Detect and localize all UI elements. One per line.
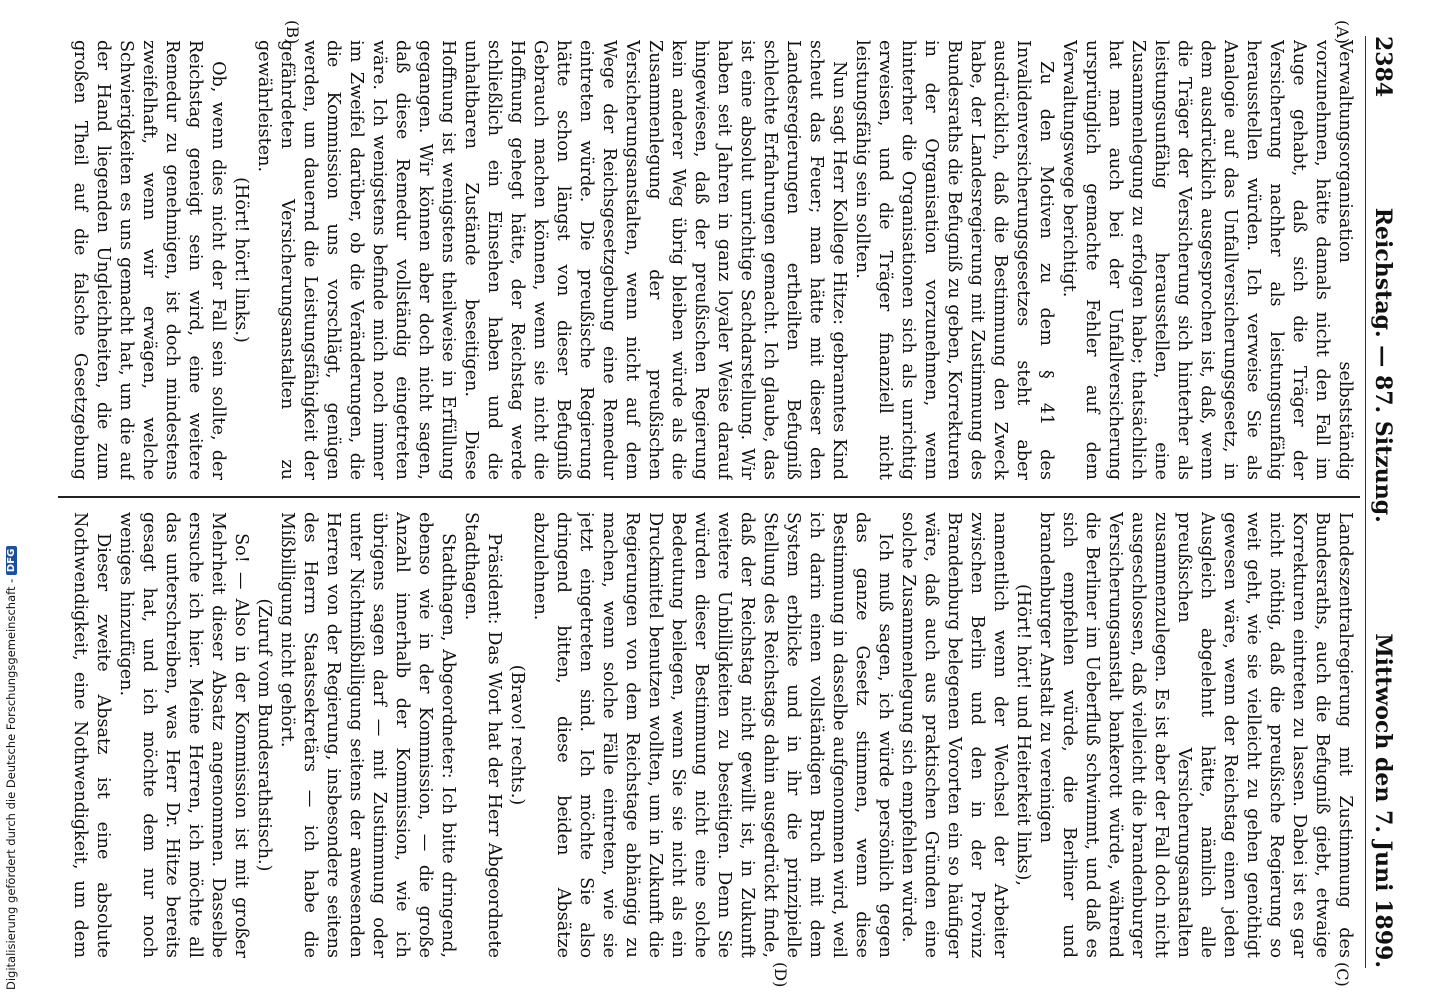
paragraph: Nun sagt Herr Kollege Hitze: gebranntes Kind scheut das Feuer; man hätte mit dieser den Landesregierungen ertheilten Befugniß schlechte Erfahrungen gemacht. Ich glaube, das ist eine absolut unrichtige Sachdarstellung. Wir haben seit Jahren in ganz loyaler Weise darauf hingewiesen, daß der preußischen Regierung kein anderer Weg übrig bleiben würde als die Zusammenlegung der preußischen Versicherungsanstalten, wenn nicht auf dem Wege der Reichsgesetzgebung eine Remedur eintreten würde. Die preußische Regierung hätte schon längst von dieser Befugniß Gebrauch machen können, wenn sie nicht die Hoffnung gehegt hätte, der Reichstag werde schließlich ein Einsehen haben und die unhaltbaren Zustände beseitigen. Diese Hoffnung ist wenigstens theilweise in Erfüllung gegangen. Wir können aber doch nicht sagen, daß diese Remedur vollständig eingetreten wäre. Ich wenigstens befinde mich noch immer im Zweifel darüber, ob die Veränderungen, die die Kommission uns vorschlägt, genügen werden, um dauernd die Leistungsfähigkeit der gefährdeten Versicherungsanstalten zu gewährleisten. [254, 40, 849, 480]
paragraph: Verwaltungsorganisation selbstständig vorzunehmen, hätte damals nicht den Fall im Auge gehabt, daß sich die Träger der Versicherung nachher als leistungsunfähig herausstellen würden. Ich verweise Sie als Analogie auf das Unfallversicherungsgesetz, in dem ausdrücklich ausgesprochen ist, daß, wenn die Träger der Versicherung sich hinterher als leistungsunfähig herausstellen, eine Zusammenlegung zu erfolgen habe; thatsächlich hat man auch bei der Unfallversicherung ursprünglich gemachte Fehler auf dem Verwaltungswege berichtigt. [1059, 40, 1355, 480]
paragraph: Ich muß sagen, ich würde persönlich gegen das ganze Gesetz stimmen, wenn diese Bestimmung in dasselbe aufgenommen wird, weil ich darin einen vollständigen Bruch mit dem System erblicke und in ihr die prinzipielle Stellung des Reichstags dahin ausgedrückt finde, daß der Reichstag nicht gewillt ist, in Zukunft weitere Unbilligkeiten zu beseitigen. Denn Sie würden dieser Bestimmung nicht eine solche Bedeutung beilegen, wenn Sie sie nicht als ein Druckmittel benutzen wollten, um in Zukunft die Regierungen von dem Reichstage abhängig zu machen, wenn solche Fälle eintreten, wie sie jetzt eingetreten sind. Ich möchte Sie also dringend bitten, diese beiden Absätze abzulehnen. [530, 512, 895, 958]
paragraph: Landeszentralregierung mit Zustimmung des Bundesraths, auch die Befugniß giebt, etwaige Korrekturen eintreten zu lassen. Dabei ist es gar nicht nöthig, daß die preußische Regierung so weit geht, wie sie vielleicht zu gehen genöthigt gewesen wäre, wenn der Reichstag einen jeden Ausgleich abgelehnt hätte, nämlich alle preußischen Versicherungsanstalten zusammenzulegen. Es ist aber der Fall doch nicht ausgeschlossen, daß vielleicht die brandenburger Versicherungsanstalt bankerott würde, während die Berliner im Ueberfluß schwimmt, und daß es sich empfehlen würde, die Berliner und brandenburger Anstalt zu vereinigen [1036, 512, 1355, 958]
paragraph: namentlich wenn der Wechsel der Arbeiter zwischen Berlin und den in der Provinz Brandenburg belegenen Vororten ein so häufiger wäre, daß auch aus praktischen Gründen eine solche Zusammenlegung sich empfehlen würde. [898, 512, 1010, 958]
rotated-page-content [58, 20, 1400, 988]
paragraph: So! — Also in der Kommission ist mit großer Mehrheit dieser Absatz angenommen. Dasselbe ersuche ich hier. Meine Herren, ich möchte all das unterschreiben, was Herr Dr. Hitze bereits gesagt hat, und ich möchte dem nur noch weniges hinzufügen. [116, 512, 251, 958]
speaker-paragraph: Stadthagen, Abgeordneter: Ich bitte dringend, ebenso wie in der Kommission, — die große Anzahl innerhalb der Kommission, wie ich übrigens sagen darf — mit Zustimmung oder unter Nichtmißbilligung seitens der anwesenden Herren von der Regierung, insbesondere seitens des Herrn Staatssekretärs — ich habe die Mißbilligung nicht gehört. [277, 512, 458, 958]
header-date: Mittwoch den 7. Juni 1899. [1370, 633, 1396, 968]
digitization-credit: Digitalisierung gefördert durch die Deutsche Forschungsgemeinschaft - DFG [4, 542, 18, 990]
left-column [66, 40, 1356, 480]
margin-marker-b: (B) [283, 20, 302, 45]
margin-marker-c: (C) [1333, 962, 1352, 987]
paragraph: Ob, wenn dies nicht der Fall sein sollte, der Reichstag geneigt sein wird, eine weitere Remedur zu genehmigen, ist doch mindestens zweifelhaft, wenn wir erwägen, welche Schwierigkeiten es uns gemacht hat, um die auf der Hand liegenden Ungleichheiten, die zum großen Theil auf die falsche Gesetzgebung [70, 40, 228, 480]
sidebar [0, 0, 30, 1000]
margin-marker-a: (A) [1333, 20, 1352, 45]
header-title: Reichstag. — 87. Sitzung. [1370, 207, 1396, 523]
margin-marker-d: (D) [771, 962, 790, 988]
interjection: (Hört! hört! und Heiterkeit links), [1013, 584, 1033, 886]
right-column [66, 512, 1356, 958]
paragraph: Dieser zweite Absatz ist eine absolute Nothwendigkeit, eine Nothwendigkeit, um dem [70, 512, 113, 958]
interjection: (Bravo! rechts.) [507, 664, 527, 806]
page-number: 2384 [1370, 36, 1396, 98]
dfg-logo: DFG [6, 546, 17, 575]
speaker-paragraph: Präsident: Das Wort hat der Herr Abgeordnete Stadthagen. [461, 512, 504, 958]
page-header [1365, 36, 1400, 968]
column-divider [58, 496, 1360, 498]
document-page [58, 20, 1400, 988]
interjection: (Hört! hört! links.) [231, 177, 251, 343]
interjection: (Zuruf vom Bundesrathstisch.) [254, 598, 274, 872]
paragraph: Zu den Motiven zu dem § 41 des Invalidenversicherungsgesetzes steht aber ausdrücklich, daß die Bestimmung den Zweck habe, der Landesregierung mit Zustimmung des Bundesraths die Befugniß zu geben, Korrekturen in der Organisation vorzunehmen, wenn hinterher die Organisationen sich als unrichtig erweisen, und die Träger finanziell nicht leistungsfähig sein sollten. [852, 40, 1056, 480]
